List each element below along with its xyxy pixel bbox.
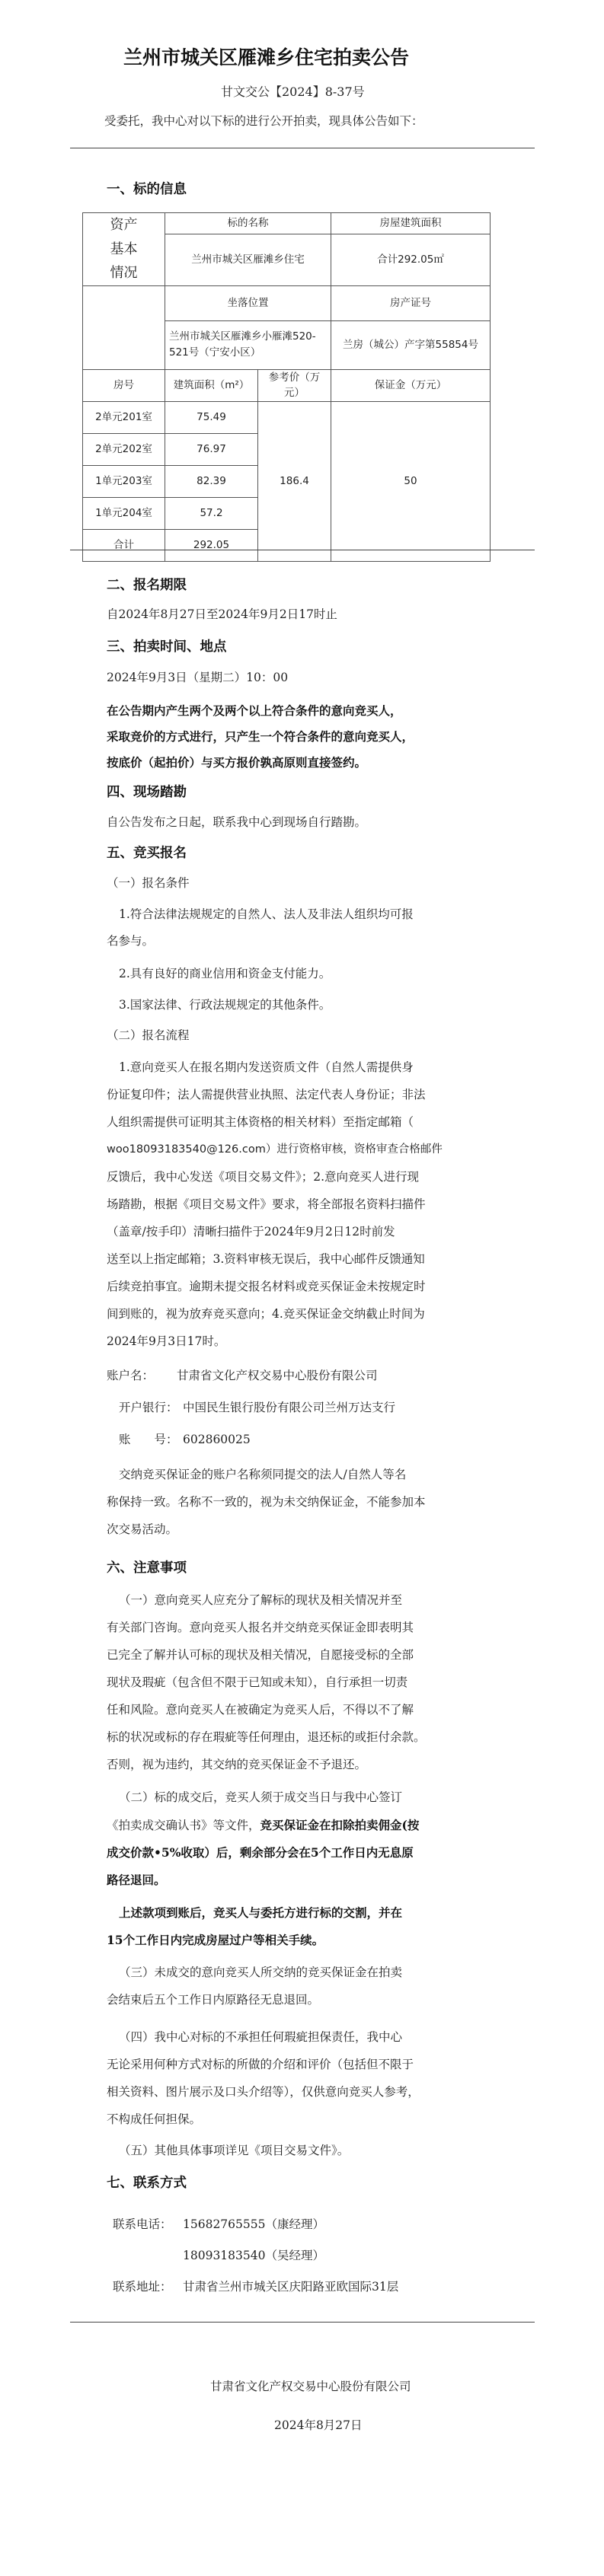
footer-date: 2024年8月27日 [274, 2418, 363, 2432]
notice-1-line: 否则，视为违约，其交纳的竞买保证金不予退还。 [107, 1758, 367, 1771]
process-line: 1.意向竞买人在报名期内发送资质文件（自然人需提供身 [119, 1060, 414, 1074]
document-number: 甘文交公【2024】8-37号 [221, 84, 365, 99]
registration-period: 自2024年8月27日至2024年9月2日17时止 [107, 607, 337, 621]
notice-2-text: 《拍卖成交确认书》等文件， [107, 1819, 260, 1832]
condition-line: 1.符合法律法规规定的自然人、法人及非法人组织均可报 [119, 907, 414, 921]
asset-name: 兰州市城关区雁滩乡住宅 [165, 234, 331, 285]
notice-1-line: 已完全了解并认可标的现状及相关情况，自愿接受标的全部 [107, 1648, 414, 1662]
process-line-email: woo18093183540@126.com）进行资格审核，资格审查合格邮件 [107, 1143, 443, 1156]
subsection-conditions: （一）报名条件 [107, 876, 190, 890]
bank-name: 中国民生银行股份有限公司兰州万达支行 [183, 1401, 396, 1414]
col-room: 房号 [83, 369, 165, 402]
process-line: 2024年9月3日17时。 [107, 1334, 226, 1348]
area-cell: 75.49 [165, 402, 258, 434]
total-label: 合计 [83, 530, 165, 562]
col-ref-price: 参考价（万元） [258, 369, 331, 402]
header-location: 坐落位置 [165, 285, 331, 320]
site-visit-text: 自公告发布之日起，联系我中心到现场自行踏勘。 [107, 815, 367, 829]
notice-1-line: （一）意向竞买人应充分了解标的现状及相关情况并至 [119, 1593, 403, 1607]
section-4-heading: 四、现场踏勘 [107, 785, 187, 800]
process-line: 后续竞拍事宜。逾期未提交报名材料或竞买保证金未按规定时 [107, 1280, 426, 1293]
section-1-heading: 一、标的信息 [107, 182, 187, 197]
notice-2-bold-line: 15个工作日内完成房屋过户等相关手续。 [107, 1933, 324, 1947]
asset-row-header: 资产基本情况 [83, 213, 165, 286]
process-line: 人组织需提供可证明其主体资格的相关材料）至指定邮箱（ [107, 1115, 414, 1129]
notice-1-line: 有关部门咨询。意向竞买人报名并交纳竞买保证金即表明其 [107, 1621, 414, 1634]
notice-3-line: （三）未成交的意向竞买人所交纳的竞买保证金在拍卖 [119, 1965, 403, 1979]
ref-price-value: 186.4 [258, 402, 331, 562]
process-line: 间到账的，视为放弃竞买意向；4.竞买保证金交纳截止时间为 [107, 1307, 425, 1321]
notice-2-bold-line: 路径退回。 [107, 1873, 166, 1887]
header-building-area: 房屋建筑面积 [331, 213, 491, 234]
deposit-note-line: 称保持一致。名称不一致的，视为未交纳保证金，不能参加本 [107, 1495, 426, 1509]
header-asset-name: 标的名称 [165, 213, 331, 234]
notice-1-line: 标的状况或标的存在瑕疵等任何理由，退还标的或拒付余款。 [107, 1730, 426, 1744]
total-area: 292.05 [165, 530, 258, 562]
col-deposit: 保证金（万元） [331, 369, 491, 402]
area-cell: 76.97 [165, 434, 258, 466]
notice-1-line: 现状及瑕疵（包含但不限于已知或未知），自行承担一切责 [107, 1675, 408, 1689]
process-line: 场踏勘，根据《项目交易文件》要求，将全部报名资料扫描件 [107, 1197, 426, 1211]
subsection-process: （二）报名流程 [107, 1028, 190, 1042]
bank-label: 开户银行： [119, 1401, 178, 1414]
process-line: 反馈后，我中心发送《项目交易文件》；2.意向竞买人进行现 [107, 1170, 420, 1184]
page-title: 兰州市城关区雁滩乡住宅拍卖公告 [123, 46, 410, 69]
process-line: （盖章/按手印）清晰扫描件于2024年9月2日12时前发 [107, 1225, 395, 1239]
room-cell: 1单元203室 [83, 466, 165, 498]
condition-line: 名参与。 [107, 934, 155, 948]
section-5-heading: 五、竞买报名 [107, 846, 187, 861]
row-header-spacer [83, 285, 165, 369]
account-number: 602860025 [183, 1433, 251, 1446]
phone-2: 18093183540（吴经理） [183, 2249, 324, 2262]
notice-4-line: 不构成任何担保。 [107, 2112, 202, 2126]
notice-1-line: 任和风险。意向竞买人在被确定为竞买人后，不得以不了解 [107, 1703, 414, 1717]
deposit-value: 50 [331, 402, 491, 562]
phone-1: 15682765555（康经理） [183, 2217, 324, 2231]
col-area: 建筑面积（m²） [165, 369, 258, 402]
notice-2-bold-line: 成交价款•5%收取）后，剩余部分会在5个工作日内无息原 [107, 1845, 414, 1860]
auction-rule-line: 在公告期内产生两个及两个以上符合条件的意向竞买人， [107, 703, 402, 718]
notice-4-line: 无论采用何种方式对标的所做的介绍和评价（包括但不限于 [107, 2058, 414, 2071]
deposit-note-line: 次交易活动。 [107, 1522, 178, 1536]
area-cell: 57.2 [165, 498, 258, 530]
condition-line: 3.国家法律、行政法规规定的其他条件。 [119, 998, 331, 1012]
room-cell: 2单元201室 [83, 402, 165, 434]
notice-5-line: （五）其他具体事项详见《项目交易文件》。 [119, 2144, 350, 2157]
account-number-label: 账 号： [119, 1433, 178, 1446]
intro-text: 受委托，我中心对以下标的进行公开拍卖，现具体公告如下： [104, 114, 423, 128]
address: 甘肃省兰州市城关区庆阳路亚欧国际31层 [183, 2280, 399, 2294]
section-6-heading: 六、注意事项 [107, 1561, 187, 1576]
section-3-heading: 三、拍卖时间、地点 [107, 639, 227, 655]
asset-info-table [82, 212, 491, 562]
account-name-label: 账户名： [107, 1369, 155, 1382]
section-2-heading: 二、报名期限 [107, 578, 187, 593]
process-line: 送至以上指定邮箱；3.资料审核无误后，我中心邮件反馈通知 [107, 1252, 425, 1266]
notice-3-line: 会结束后五个工作日内原路径无息退回。 [107, 1993, 320, 2007]
notice-2-bold-line: 上述款项到账后，竞买人与委托方进行标的交割，并在 [119, 1905, 403, 1920]
notice-4-line: 相关资料、图片展示及口头介绍等），仅供意向竞买人参考， [107, 2085, 420, 2099]
room-cell: 2单元202室 [83, 434, 165, 466]
address-label: 联系地址： [113, 2280, 172, 2294]
footer-organization: 甘肃省文化产权交易中心股份有限公司 [210, 2380, 411, 2393]
divider-bottom [70, 2322, 535, 2323]
section-7-heading: 七、联系方式 [107, 2176, 187, 2191]
notice-2-line: （二）标的成交后，竞买人须于成交当日与我中心签订 [119, 1790, 403, 1804]
asset-location: 兰州市城关区雁滩乡小雁滩520-521号（宁安小区） [165, 320, 331, 369]
asset-cert-no: 兰房（城公）产字第55854号 [331, 320, 491, 369]
room-cell: 1单元204室 [83, 498, 165, 530]
notice-2-line [107, 1819, 419, 1832]
phone-label: 联系电话： [113, 2217, 172, 2231]
area-cell: 82.39 [165, 466, 258, 498]
header-cert-no: 房产证号 [331, 285, 491, 320]
auction-rule-line: 采取竞价的方式进行，只产生一个符合条件的意向竞买人， [107, 729, 414, 744]
deposit-note-line: 交纳竞买保证金的账户名称须同提交的法人/自然人等名 [119, 1468, 407, 1481]
notice-2-bold-text: 竞买保证金在扣除拍卖佣金(按 [260, 1818, 420, 1832]
auction-rule-line: 按底价（起拍价）与买方报价孰高原则直接签约。 [107, 755, 367, 770]
notice-4-line: （四）我中心对标的不承担任何瑕疵担保责任，我中心 [119, 2030, 403, 2044]
table-row [83, 402, 491, 434]
auction-time: 2024年9月3日（星期二）10：00 [107, 671, 289, 684]
account-name: 甘肃省文化产权交易中心股份有限公司 [177, 1369, 378, 1382]
process-line: 份证复印件；法人需提供营业执照、法定代表人身份证；非法 [107, 1088, 426, 1101]
asset-total-area: 合计292.05㎡ [331, 234, 491, 285]
condition-line: 2.具有良好的商业信用和资金支付能力。 [119, 967, 331, 980]
